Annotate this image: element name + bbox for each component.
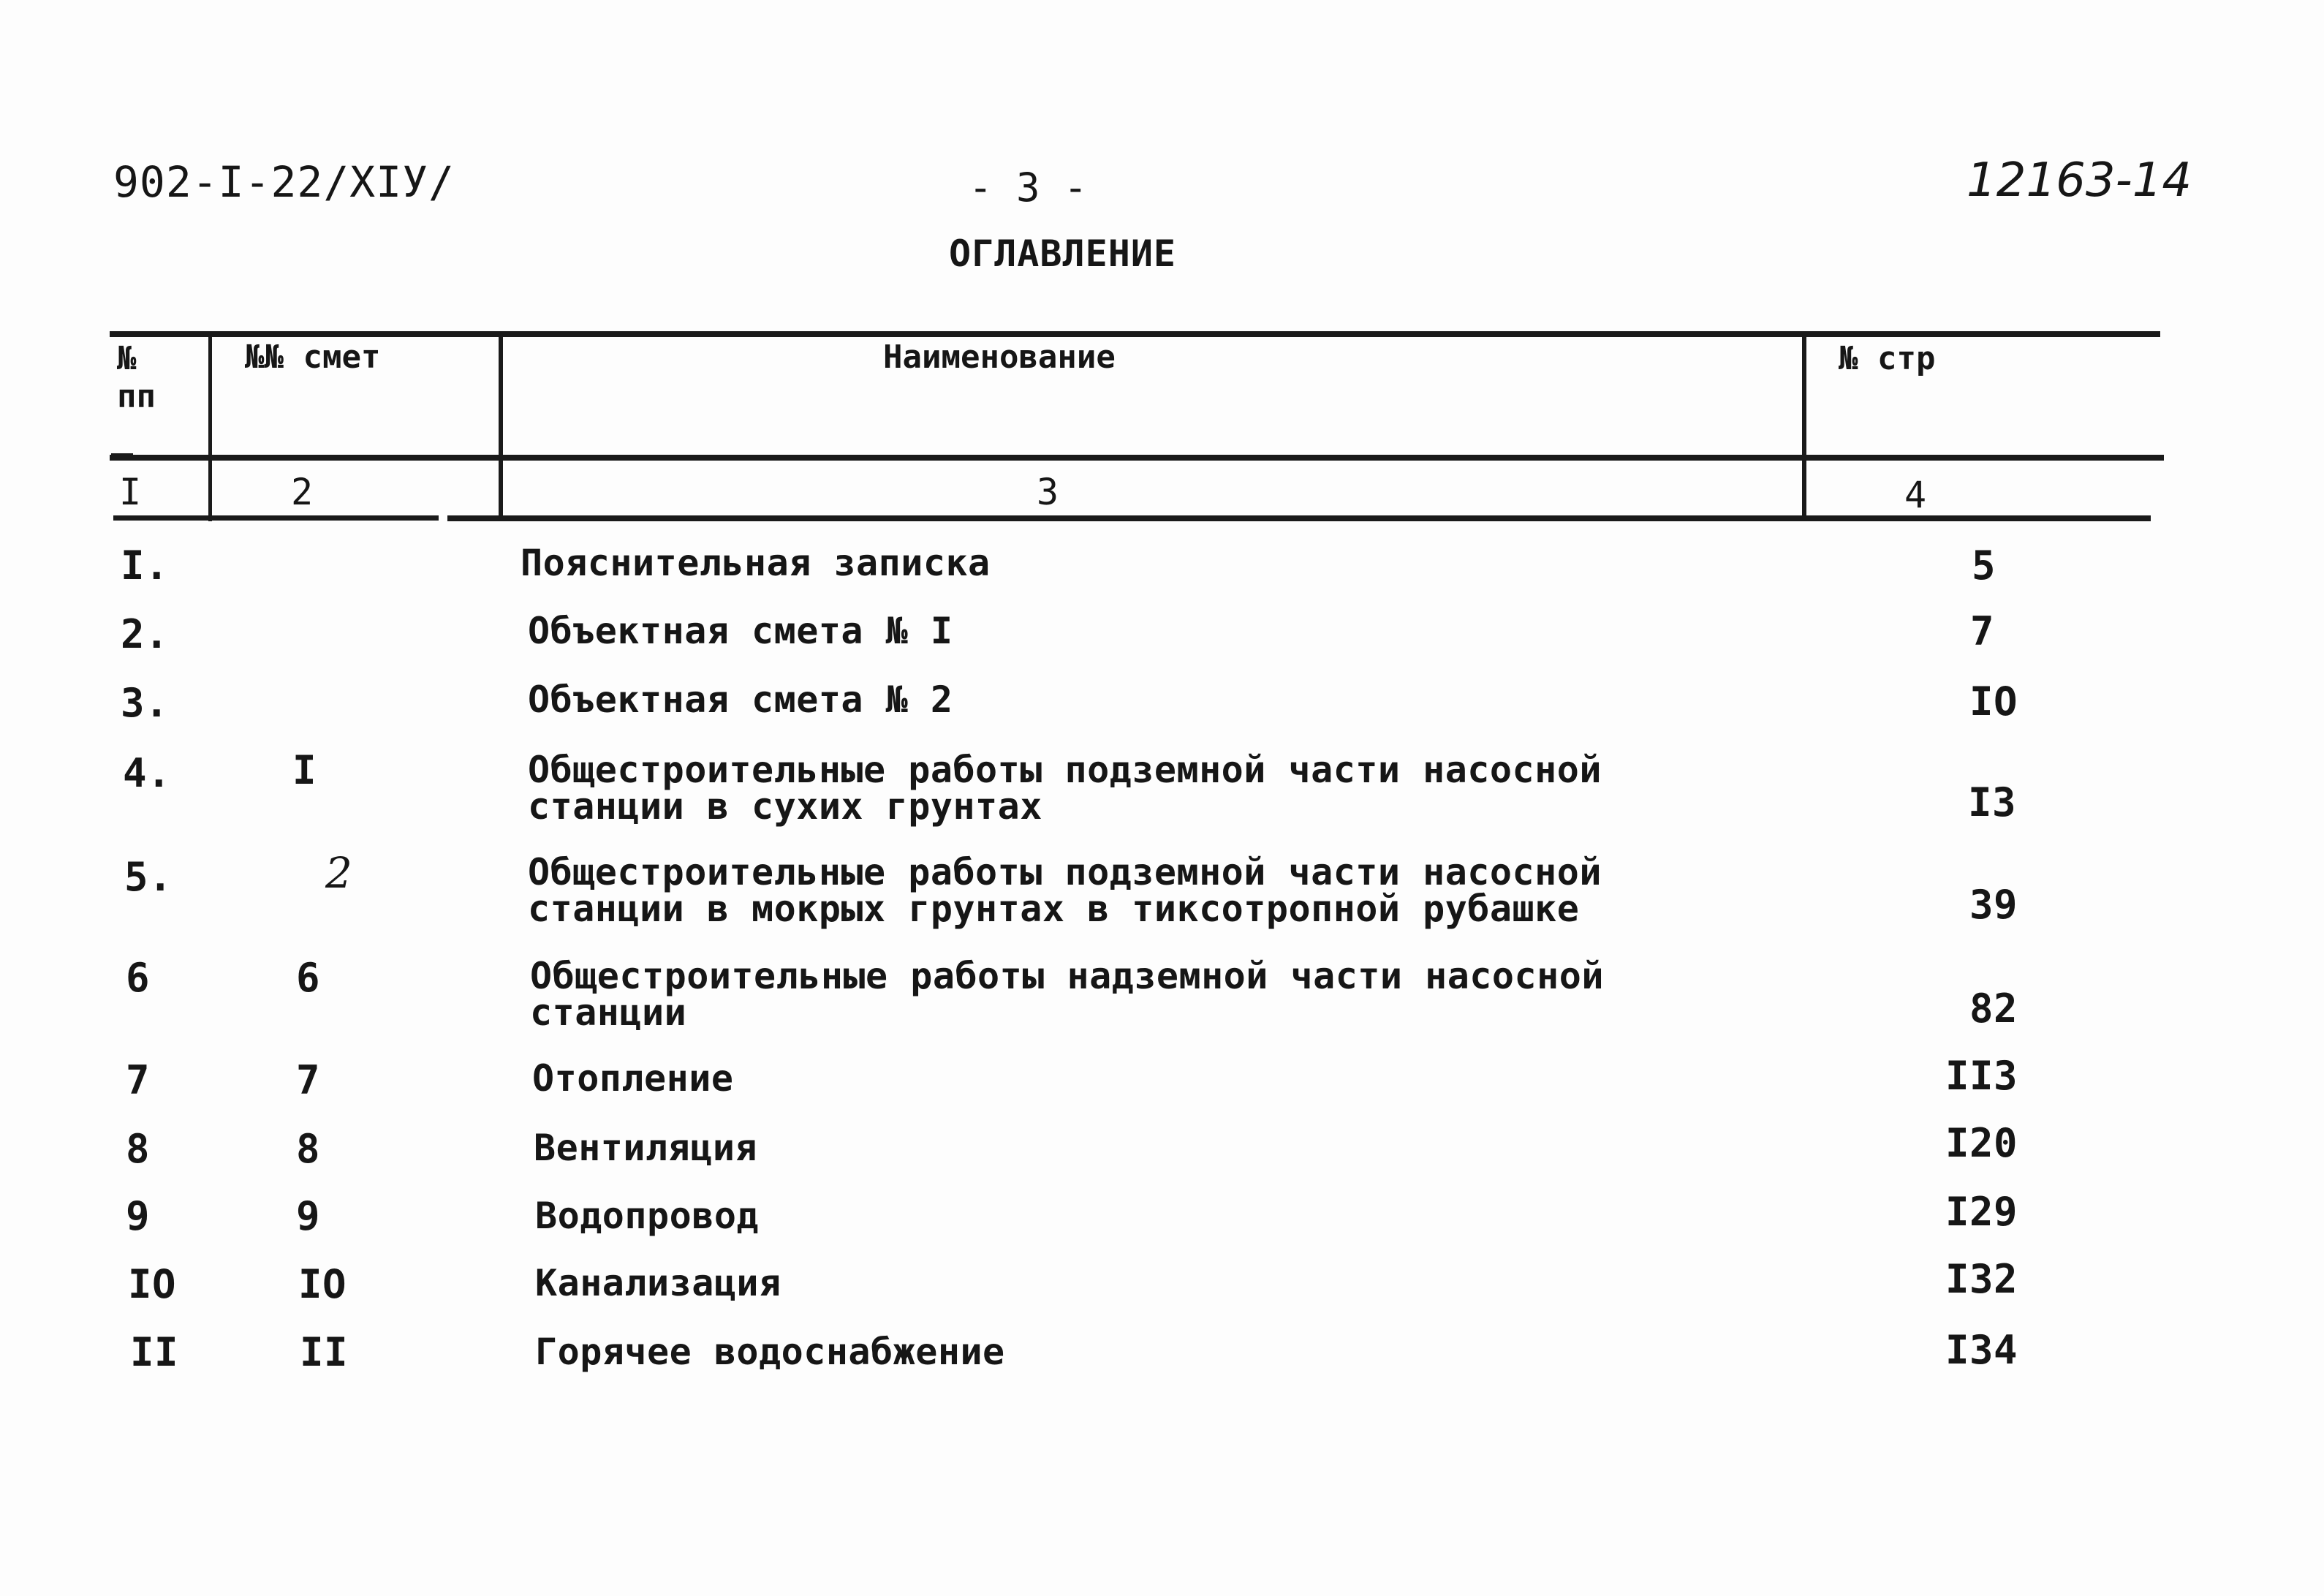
header-col-pp: № пп (117, 340, 156, 415)
table-row-6-page: 82 (1969, 986, 2018, 1032)
header-col-smeta: №№ смет (245, 339, 381, 376)
table-row-2-pp: 2. (121, 611, 170, 657)
table-col-divider-1 (208, 333, 212, 521)
table-colnum-rule-right (447, 515, 2151, 521)
table-row-5-page: 39 (1969, 882, 2018, 928)
table-row-3-name: Объектная смета № 2 (528, 678, 953, 721)
colnum-1: I (119, 471, 142, 513)
table-row-7-pp: 7 (126, 1057, 151, 1103)
document-code: 902-I-22/XIУ/ (113, 157, 455, 207)
inventory-number: 12163-14 (1967, 154, 2192, 208)
table-row-6-name: Общестроительные работы надземной части насосной станции (530, 955, 1604, 1034)
table-row-9-page: I29 (1945, 1189, 2018, 1235)
table-row-10-smeta: IO (298, 1261, 347, 1307)
header-col-name: Наименование (883, 339, 1116, 376)
table-row-9-name: Водопровод (535, 1195, 760, 1237)
table-row-3-pp: 3. (121, 680, 170, 726)
table-top-rule (110, 331, 2160, 337)
table-row-10-page: I32 (1945, 1256, 2018, 1302)
table-row-5-name: Общестроительные работы подземной части насосной станции в мокрых грунтах в тиксотропной рубашке (528, 851, 1602, 930)
table-row-2-name: Объектная смета № I (528, 610, 953, 652)
table-row-8-smeta: 8 (296, 1126, 321, 1172)
colnum-4: 4 (1904, 474, 1927, 516)
table-row-11-smeta: II (300, 1329, 349, 1375)
table-colnum-rule-left (113, 515, 439, 521)
table-row-5-pp: 5. (124, 854, 173, 900)
table-row-2-page: 7 (1969, 608, 1994, 654)
table-row-6-pp: 6 (126, 955, 151, 1001)
table-row-5-smeta: 2 (325, 848, 353, 898)
table-row-4-smeta: I (292, 747, 317, 793)
table-row-11-name: Горячее водоснабжение (535, 1331, 1005, 1373)
table-row-9-smeta: 9 (296, 1193, 321, 1239)
table-row-11-page: I34 (1945, 1327, 2018, 1373)
table-col-divider-2 (499, 333, 503, 521)
colnum-3: 3 (1037, 471, 1059, 513)
table-row-1-name: Пояснительная записка (521, 542, 991, 584)
page-title: ОГЛАВЛЕНИЕ (949, 232, 1177, 275)
table-row-1-page: 5 (1971, 542, 1996, 589)
table-row-10-pp: IO (128, 1261, 177, 1307)
table-row-7-name: Отопление (532, 1057, 734, 1100)
table-row-9-pp: 9 (126, 1193, 151, 1239)
table-row-7-page: II3 (1945, 1053, 2018, 1099)
table-row-8-page: I20 (1945, 1120, 2018, 1166)
table-row-11-pp: II (130, 1329, 179, 1375)
table-row-7-smeta: 7 (296, 1057, 321, 1103)
table-row-4-name: Общестроительные работы подземной части насосной станции в сухих грунтах (528, 749, 1602, 828)
table-left-tick (111, 453, 133, 456)
table-row-8-name: Вентиляция (534, 1127, 758, 1169)
table-row-8-pp: 8 (126, 1126, 151, 1172)
table-header-rule (110, 455, 2164, 461)
table-row-1-pp: I. (121, 542, 170, 589)
colnum-2: 2 (291, 471, 314, 513)
table-row-10-name: Канализация (535, 1262, 781, 1304)
page-number: - 3 - (969, 164, 1088, 211)
table-row-6-smeta: 6 (296, 955, 321, 1001)
header-col-page: № стр (1839, 340, 1936, 377)
table-col-divider-3 (1802, 333, 1806, 521)
table-row-3-page: IO (1969, 678, 2018, 725)
table-row-4-pp: 4. (123, 750, 172, 796)
table-row-4-page: I3 (1967, 779, 2016, 825)
